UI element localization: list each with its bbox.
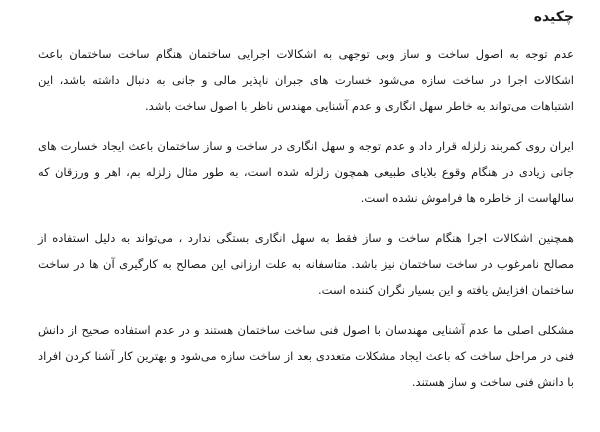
paragraph-1: عدم توجه به اصول ساخت و ساز وبی توجهی به اشکالات اجرایی ساختمان هنگام ساخت ساختمان باعث اشکالات اجرا در ساخت سازه می‌شود خسارت های جبران ناپذیر مالی و جانی به دنبال داشته باشد، این اشتباهات می‌تواند به خاطر سهل انگاری و عدم آشنایی مهندس ناظر با اصول ساخت باشد. [38, 47, 574, 113]
paragraph-4: مشکلی اصلی ما عدم آشنایی مهندسان با اصول فنی ساخت ساختمان هستند و در عدم استفاده صحیح از دانش فنی در مراحل ساخت که باعث ایجاد مشکلات متعددی بعد از ساخت سازه می‌شود و بهترین کار آشنا کردن افراد با دانش فنی ساخت و ساز هستند. [38, 323, 574, 389]
paragraph-3: همچنین اشکالات اجرا هنگام ساخت و ساز فقط به سهل انگاری بستگی ندارد ، می‌تواند به دلیل استفاده از مصالح نامرغوب در ساخت ساختمان نیز باشد. متاسفانه به علت ارزانی این مصالح به کارگیری آن ها در ساخت ساختمان افزایش یافته و این بسیار نگران کننده است. [38, 231, 574, 297]
document-title: چکیده [533, 9, 574, 25]
paragraph-2: ایران روی کمربند زلزله قرار داد و عدم توجه و سهل انگاری در ساخت و ساز ساختمان باعث ایجاد خسارت های جانی زیادی در هنگام وقوع بلایای طبیعی همچون زلزله شده است، به طور مثال زلزله بم، اهر و ورزقان که سالهاست از خاطره ها فراموش نشده است. [38, 139, 574, 205]
